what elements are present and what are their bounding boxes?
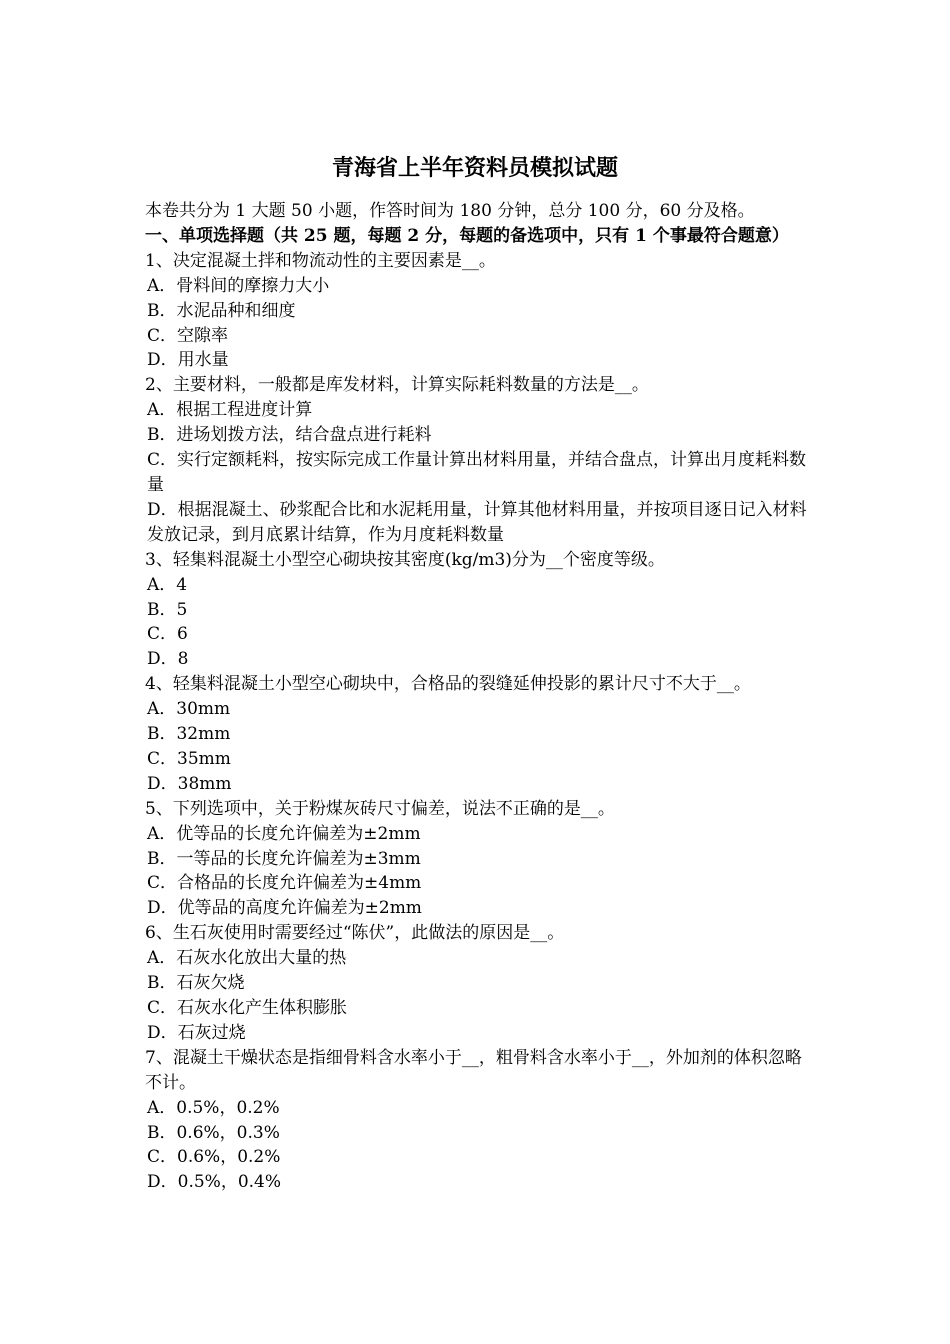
document-body xyxy=(145,199,815,1195)
option-c: C．空隙率 xyxy=(147,325,229,346)
question-stem: 5、下列选项中，关于粉煤灰砖尺寸偏差，说法不正确的是__。 xyxy=(145,798,615,819)
option-a: A．0.5%，0.2% xyxy=(147,1097,280,1118)
question-stem: 3、轻集料混凝土小型空心砌块按其密度(kg/m3)分为__个密度等级。 xyxy=(145,549,665,570)
question-block xyxy=(145,672,815,797)
option-c: C．石灰水化产生体积膨胀 xyxy=(147,998,348,1018)
option-a: A．根据工程进度计算 xyxy=(147,400,313,421)
option-c: C．35mm xyxy=(147,748,231,769)
option-a: A．骨料间的摩擦力大小 xyxy=(147,275,330,296)
option-a: A．4 xyxy=(147,574,188,595)
option-b: B．0.6%，0.3% xyxy=(147,1122,280,1143)
question-stem: 6、生石灰使用时需要经过“陈伏”，此做法的原因是__。 xyxy=(145,923,565,944)
question-stem: 4、轻集料混凝土小型空心砌块中，合格品的裂缝延伸投影的累计尺寸不大于__。 xyxy=(145,674,751,695)
option-d: D．用水量 xyxy=(147,350,229,371)
option-c: C．0.6%，0.2% xyxy=(147,1147,281,1168)
option-c: C．实行定额耗料，按实际完成工作量计算出材料用量，并结合盘点，计算出月度耗料数量 xyxy=(147,450,807,495)
option-b: B．进场划拨方法，结合盘点进行耗料 xyxy=(147,425,432,446)
question-stem: 2、主要材料，一般都是库发材料，计算实际耗料数量的方法是__。 xyxy=(145,375,649,396)
question-block xyxy=(145,548,815,673)
option-d: D．38mm xyxy=(147,773,232,794)
question-stem: 7、混凝土干燥状态是指细骨料含水率小于__，粗骨料含水率小于__，外加剂的体积忽略不计。 xyxy=(145,1047,802,1093)
option-d: D．优等品的高度允许偏差为±2mm xyxy=(147,898,422,919)
question-block xyxy=(145,1046,815,1195)
question-block xyxy=(145,921,815,1046)
document-title: 青海省上半年资料员模拟试题 xyxy=(331,155,618,181)
option-d: D．根据混凝土、砂浆配合比和水泥耗用量，计算其他材料用量，并按项目逐日记入材料发放记录，到月底累计结算，作为月度耗料数量 xyxy=(147,499,807,545)
option-d: D．8 xyxy=(147,649,189,670)
option-b: B．一等品的长度允许偏差为±3mm xyxy=(147,848,421,869)
option-b: B．5 xyxy=(147,599,188,620)
section-heading: 一、单项选择题（共 25 题，每题 2 分，每题的备选项中，只有 1 个事最符合题意） xyxy=(145,225,789,246)
option-b: B．水泥品种和细度 xyxy=(147,300,296,321)
option-c: C．6 xyxy=(147,624,188,645)
option-d: D．石灰过烧 xyxy=(147,1022,246,1043)
question-block xyxy=(145,249,815,374)
intro-text: 本卷共分为 1 大题 50 小题，作答时间为 180 分钟，总分 100 分，60 分及格。 xyxy=(145,201,755,221)
question-stem: 1、决定混凝土拌和物流动性的主要因素是__。 xyxy=(145,250,496,271)
option-a: A．30mm xyxy=(147,699,231,720)
option-b: B．32mm xyxy=(147,724,231,745)
question-block xyxy=(145,373,815,547)
option-a: A．优等品的长度允许偏差为±2mm xyxy=(147,823,421,844)
option-b: B．石灰欠烧 xyxy=(147,973,245,994)
option-c: C．合格品的长度允许偏差为±4mm xyxy=(147,873,422,894)
question-block xyxy=(145,797,815,922)
option-a: A．石灰水化放出大量的热 xyxy=(147,948,347,969)
option-d: D．0.5%，0.4% xyxy=(147,1172,282,1193)
